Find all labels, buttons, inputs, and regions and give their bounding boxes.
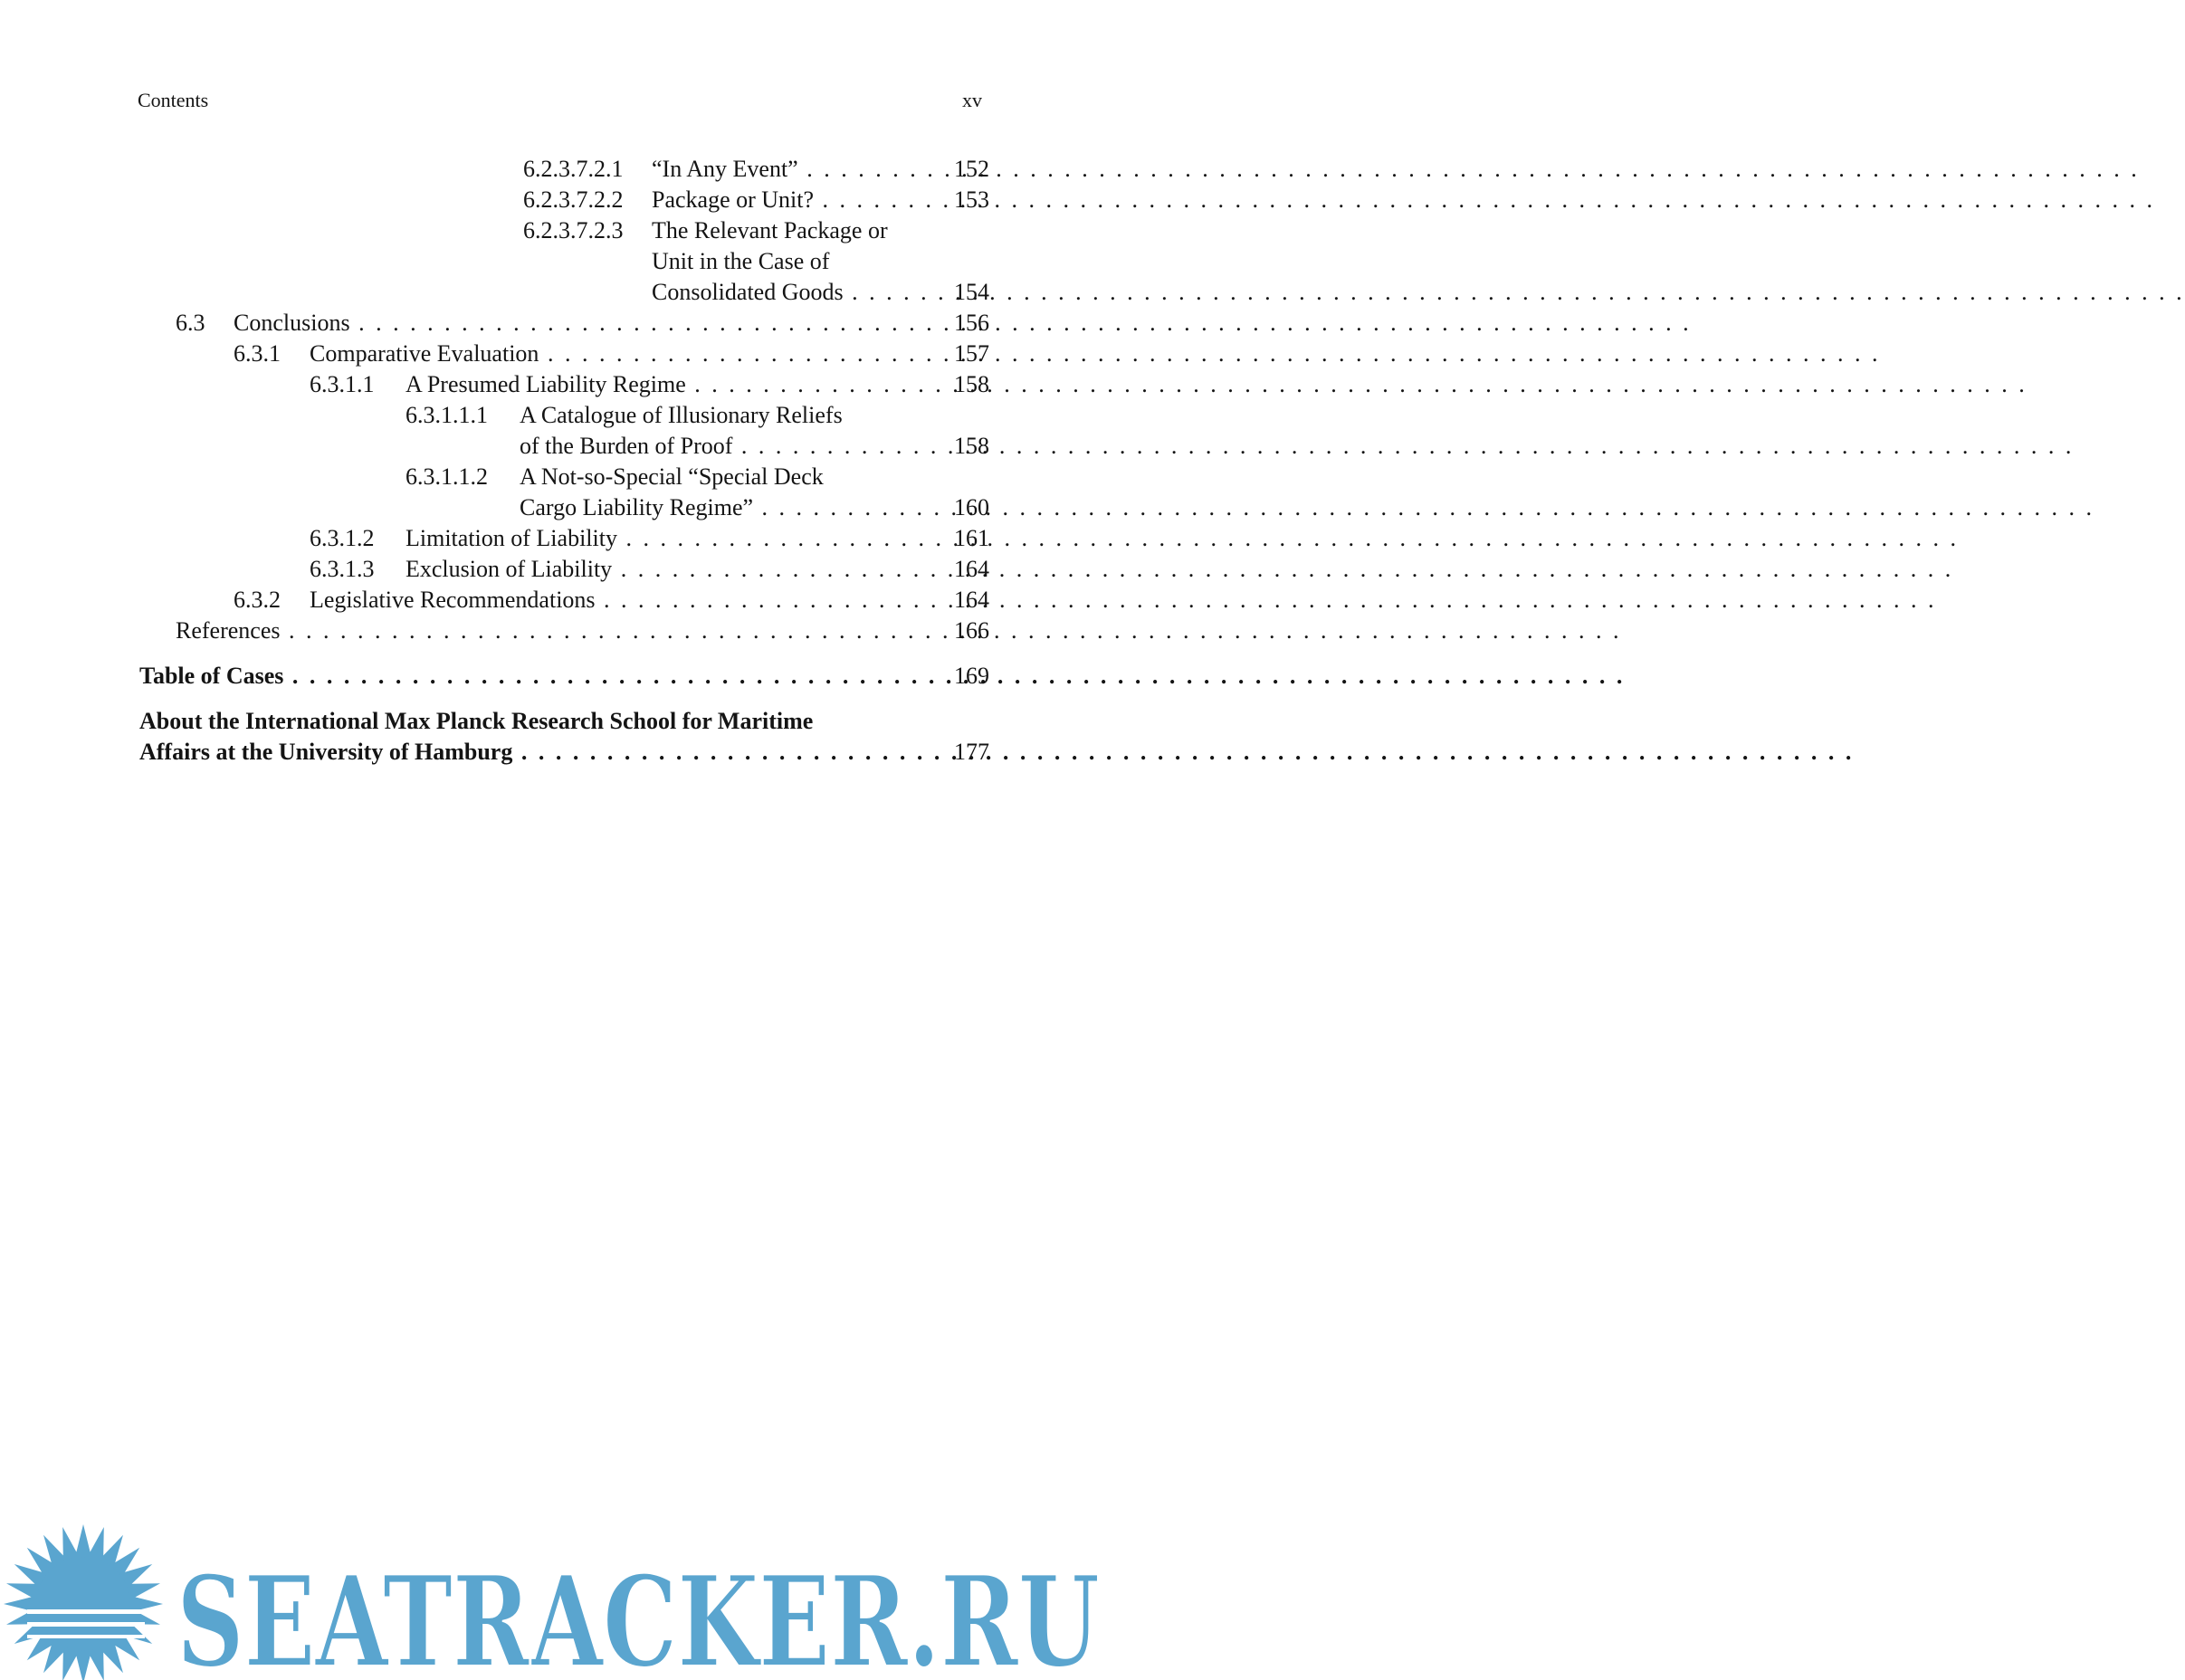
- toc-entry: [310, 369, 989, 400]
- toc-entry-title: Legislative Recommendations . . .: [310, 585, 928, 616]
- toc-entry-title: Conclusions . . .: [234, 308, 928, 339]
- toc-entry-page: 164: [954, 556, 989, 582]
- toc-entry-number: 6.3.1.3: [310, 556, 375, 582]
- toc-entry-title: A Presumed Liability Regime . . .: [406, 369, 928, 400]
- toc-entry-title: Cargo Liability Regime” . . .: [520, 492, 928, 523]
- toc-entry-continuation: [406, 431, 989, 462]
- toc-entry-number: 6.2.3.7.2.1: [523, 156, 624, 182]
- toc-entry-title: “In Any Event” . . .: [652, 154, 928, 185]
- toc-entry: [310, 554, 989, 585]
- toc-entry-title: A Catalogue of Illusionary Reliefs: [520, 402, 843, 428]
- toc-entry-number: 6.2.3.7.2.3: [523, 217, 624, 243]
- toc-entry-title: The Relevant Package or: [652, 217, 888, 243]
- toc-entry-title: Limitation of Liability . . .: [406, 523, 928, 554]
- toc-entry-continuation: [406, 492, 989, 523]
- toc-entry-title: Table of Cases . . .: [139, 661, 928, 692]
- watermark: [0, 1521, 1105, 1680]
- toc-entry-page: 153: [954, 186, 989, 213]
- toc-entry-page: 157: [954, 340, 989, 367]
- toc-entry-title: A Not-so-Special “Special Deck: [520, 463, 824, 490]
- toc-entry: [406, 462, 989, 492]
- toc-entry: [234, 339, 989, 369]
- toc-entry-title: of the Burden of Proof . . .: [520, 431, 928, 462]
- toc-entry-title: Package or Unit? . . .: [652, 185, 928, 215]
- running-head-page-number: xv: [962, 89, 982, 111]
- toc-entry-title: References . . .: [176, 616, 928, 646]
- toc-entry-number: 6.3.1.1.1: [406, 402, 488, 428]
- toc-entry-title: Affairs at the University of Hamburg . . .: [139, 737, 928, 768]
- toc-entry-number: 6.3.1: [234, 340, 281, 367]
- toc-entry-continuation: [523, 246, 989, 277]
- toc-entry-title: Unit in the Case of: [652, 248, 830, 274]
- toc-entry-page: 158: [954, 371, 989, 397]
- toc-entry: [523, 185, 989, 215]
- toc-entry-page: 177: [954, 739, 989, 765]
- toc-entry-page: 160: [954, 494, 989, 520]
- toc-entry-page: 169: [954, 663, 989, 689]
- toc-entry-references: [176, 616, 989, 646]
- toc-entry-continuation: [523, 277, 989, 308]
- toc-entry-number: 6.3: [176, 310, 205, 336]
- toc-entry-page: 154: [954, 279, 989, 305]
- toc-entry: [234, 585, 989, 616]
- toc-entry-page: 161: [954, 525, 989, 551]
- toc-entry-title: Consolidated Goods . . .: [652, 277, 928, 308]
- running-head-title: Contents: [138, 89, 209, 111]
- toc-entry-page: 156: [954, 310, 989, 336]
- toc-entry-about-school: [139, 706, 989, 737]
- toc-entry-title: Comparative Evaluation . . .: [310, 339, 928, 369]
- toc-entry-page: 164: [954, 587, 989, 613]
- toc-entry-number: 6.3.1.1: [310, 371, 375, 397]
- toc-entry: [176, 308, 989, 339]
- toc-entry-continuation: [139, 737, 989, 768]
- toc-entry-number: 6.2.3.7.2.2: [523, 186, 624, 213]
- toc-entry-number: 6.3.1.1.2: [406, 463, 488, 490]
- toc-entry-page: 152: [954, 156, 989, 182]
- toc-entry-table-of-cases: [139, 661, 989, 692]
- toc-entry-page: 158: [954, 433, 989, 459]
- toc-entry-number: 6.3.2: [234, 587, 281, 613]
- toc-entry: [523, 215, 989, 246]
- toc-entry-number: 6.3.1.2: [310, 525, 375, 551]
- toc-entry-page: 166: [954, 617, 989, 644]
- watermark-text: SEATRACKER.RU: [177, 1548, 1100, 1680]
- toc-entry-title: Exclusion of Liability . . .: [406, 554, 928, 585]
- sun-icon: [4, 1524, 163, 1680]
- toc-entry-title: About the International Max Planck Research School for Maritime: [139, 708, 814, 734]
- toc-entry: [523, 154, 989, 185]
- watermark-graphic: [0, 1521, 1105, 1680]
- toc-entry: [406, 400, 989, 431]
- toc-entry: [310, 523, 989, 554]
